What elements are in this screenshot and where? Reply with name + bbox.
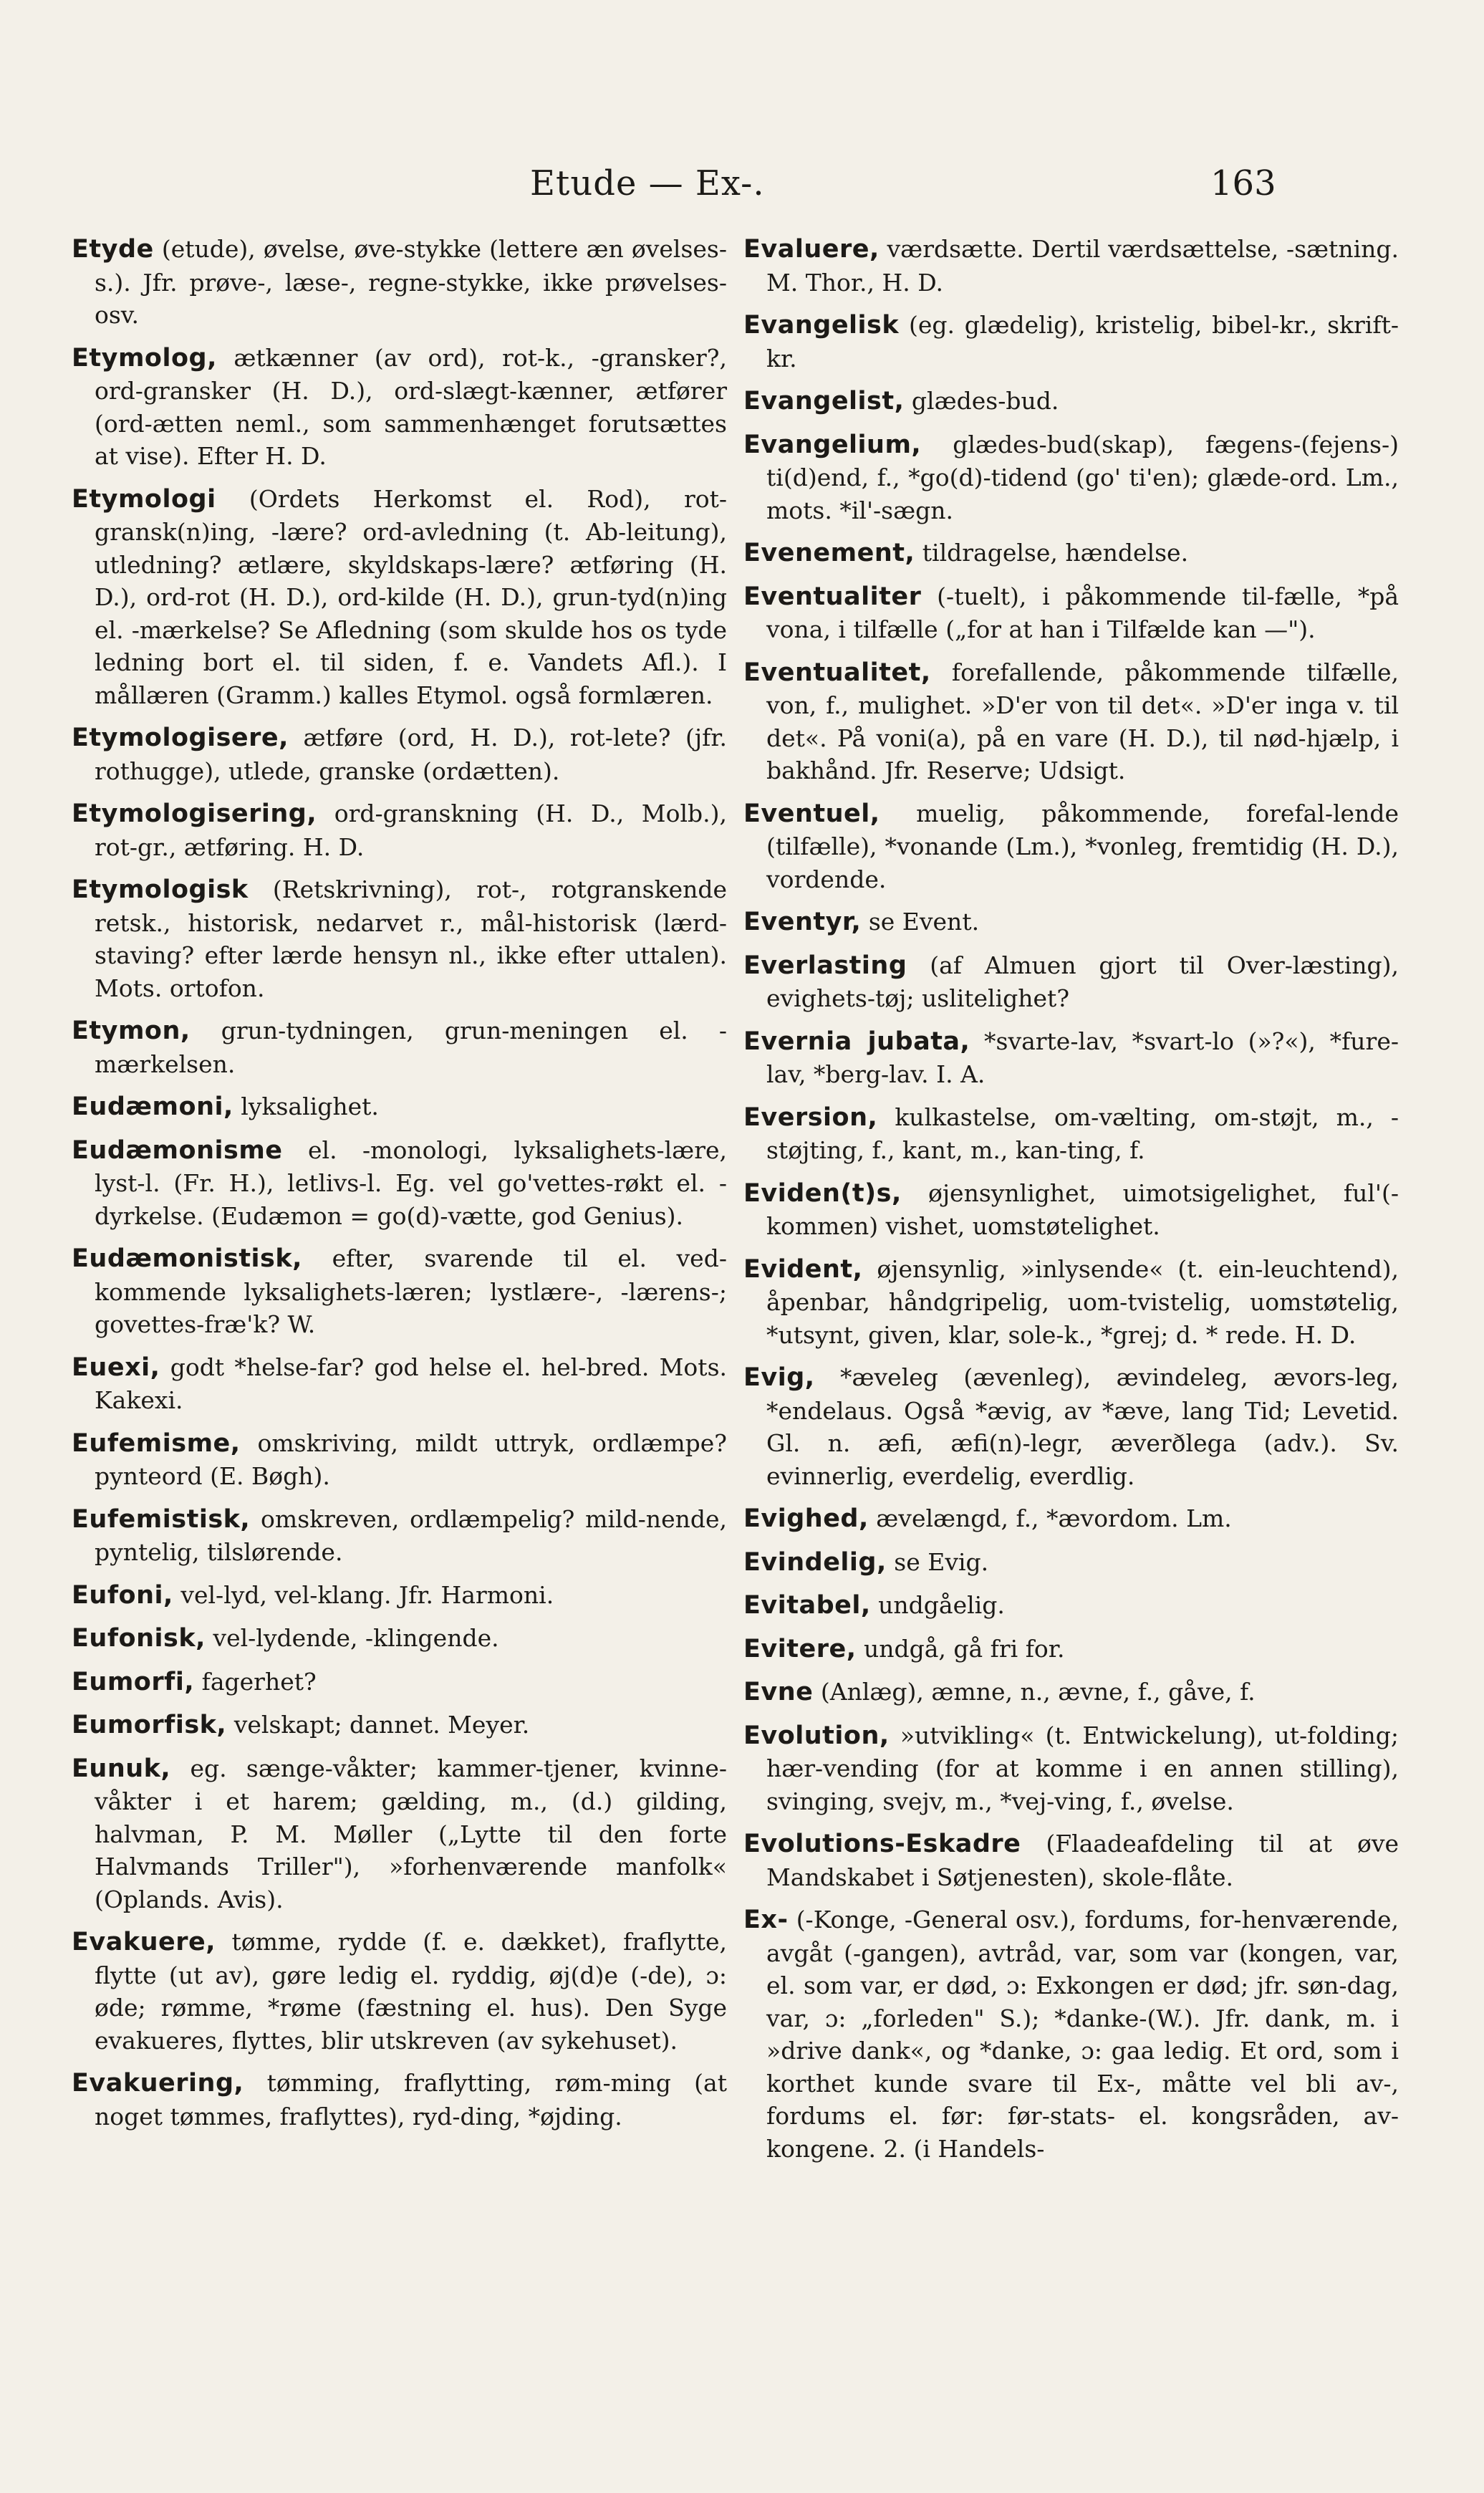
entry-headword: Etymolog, bbox=[72, 343, 217, 373]
dictionary-entry bbox=[743, 1361, 1399, 1492]
entry-headword: Evenement, bbox=[743, 539, 915, 567]
entry-headword: Eventyr, bbox=[743, 908, 862, 936]
dictionary-entry bbox=[743, 949, 1399, 1015]
entry-definition: ord-granskning (H. D., Molb.), rot-gr., ætføring. H. D. bbox=[95, 799, 727, 861]
entry-definition: undgå, gå fri for. bbox=[863, 1634, 1065, 1663]
entry-headword: Eufemistisk, bbox=[72, 1504, 251, 1534]
entry-definition: (-Konge, -General osv.), fordums, for-henværende, avgåt (-gangen), avtråd, var, som var (kongen, var, el. som var, er død, ɔ: Exkongen er død; jfr. søn-dag, var, ɔ: „forleden" S.); *danke-(W.). Jfr. dank, m. i »drive dank«, og *danke, ɔ: gaa ledig. Et ord, som i korthet kunde svare til Ex-, måtte vel bli av-, fordums el. før: før-stats- el. kongsråden, av-kongene. 2. (i Handels- bbox=[766, 1906, 1399, 2163]
dictionary-entry bbox=[72, 1134, 727, 1233]
entry-definition: (-tuelt), i påkommende til-fælle, *på vona, i tilfælle („for at han i Tilfælde kan —"). bbox=[766, 582, 1399, 643]
entry-definition: ætføre (ord, H. D.), rot-lete? (jfr. rothugge), utlede, granske (ordætten). bbox=[95, 724, 727, 785]
dictionary-entry bbox=[743, 906, 1399, 939]
entry-definition: (af Almuen gjort til Over-læsting), evighets-tøj; uslitelighet? bbox=[766, 951, 1399, 1012]
entry-definition: el. -monologi, lyksalighets-lære, lyst-l. (Fr. H.), letlivs-l. Eg. vel go'vettes-røkt el. -dyrkelse. (Eudæmon = go(d)-vætte, god Genius). bbox=[95, 1135, 727, 1230]
entry-headword: Eventuel, bbox=[743, 799, 880, 828]
entry-headword: Evangelium, bbox=[743, 430, 922, 459]
dictionary-entry bbox=[743, 1589, 1399, 1623]
entry-headword: Etymologisk bbox=[72, 875, 249, 904]
entry-headword: Eufonisk, bbox=[72, 1624, 206, 1653]
entry-definition: tildragelse, hændelse. bbox=[922, 539, 1189, 567]
dictionary-entry bbox=[743, 1633, 1399, 1666]
dictionary-entry bbox=[72, 721, 727, 787]
entry-definition: fagerhet? bbox=[201, 1667, 317, 1696]
dictionary-entry bbox=[72, 2067, 727, 2133]
dictionary-entry bbox=[72, 1666, 727, 1699]
entry-definition: undgåelig. bbox=[878, 1591, 1005, 1619]
entry-headword: Eventualitet, bbox=[743, 658, 931, 687]
dictionary-entry bbox=[743, 1177, 1399, 1243]
entry-headword: Evakuere, bbox=[72, 1928, 216, 1956]
entry-headword: Evig, bbox=[743, 1363, 815, 1392]
entry-definition: lyksalighet. bbox=[241, 1092, 379, 1120]
dictionary-entry bbox=[72, 1090, 727, 1124]
dictionary-entry bbox=[743, 580, 1399, 646]
entry-definition: kulkastelse, om-vælting, om-støjt, m., -støjting, f., kant, m., kan-ting, f. bbox=[766, 1103, 1399, 1164]
dictionary-entry bbox=[72, 1014, 727, 1080]
entry-headword: Eudæmonisme bbox=[72, 1135, 283, 1165]
entry-definition: grun-tydningen, grun-meningen el. -mærkelsen. bbox=[95, 1017, 727, 1078]
dictionary-entry bbox=[743, 656, 1399, 787]
entry-headword: Eumorfisk, bbox=[72, 1711, 227, 1739]
entry-headword: Eumorfi, bbox=[72, 1667, 195, 1696]
entry-headword: Euexi, bbox=[72, 1353, 160, 1382]
entry-headword: Evident, bbox=[743, 1254, 863, 1284]
entry-definition: (etude), øvelse, øve-stykke (lettere æn øvelses-s.). Jfr. prøve-, læse-, regne-stykke, ikke prøvelses- osv. bbox=[95, 235, 728, 329]
dictionary-entry bbox=[72, 1709, 727, 1742]
entry-definition: (Anlæg), æmne, n., ævne, f., gåve, f. bbox=[820, 1678, 1256, 1706]
dictionary-entry bbox=[743, 1903, 1399, 2165]
dictionary-entry bbox=[72, 1351, 727, 1417]
entry-headword: Evernia jubata, bbox=[743, 1027, 970, 1056]
entry-definition: tømming, fraflytting, røm-ming (at noget tømmes, fraflyttes), ryd-ding, *øjding. bbox=[95, 2069, 727, 2131]
dictionary-entry bbox=[72, 1503, 727, 1569]
entry-definition: glædes-bud(skap), fægens-(fejens-) ti(d)end, f., *go(d)-tidend (go' ti'en); glæde-ord. Lm., mots. *il'-sægn. bbox=[766, 430, 1399, 524]
entry-headword: Eunuk, bbox=[72, 1754, 171, 1783]
entry-headword: Etymon, bbox=[72, 1017, 191, 1045]
entry-definition: se Event. bbox=[868, 908, 980, 936]
dictionary-entry bbox=[743, 385, 1399, 418]
entry-definition: glædes-bud. bbox=[911, 387, 1059, 415]
entry-definition: (eg. glædelig), kristelig, bibel-kr., skrift-kr. bbox=[766, 311, 1399, 373]
dictionary-entry bbox=[72, 1752, 727, 1916]
page-header bbox=[0, 150, 1484, 215]
running-title: Etude — Ex-. bbox=[530, 163, 765, 203]
dictionary-entry bbox=[72, 483, 727, 712]
entry-definition: værdsætte. Dertil værdsættelse, -sætning. M. Thor., H. D. bbox=[766, 235, 1399, 297]
dictionary-entry bbox=[743, 1827, 1399, 1893]
entry-definition: *svarte-lav, *svart-lo (»?«), *fure-lav, *berg-lav. I. A. bbox=[766, 1027, 1399, 1088]
dictionary-entry bbox=[72, 873, 727, 1004]
entry-headword: Evitabel, bbox=[743, 1591, 871, 1620]
entry-headword: Evitere, bbox=[743, 1634, 857, 1663]
entry-headword: Evindelig, bbox=[743, 1547, 887, 1577]
entry-definition: se Evig. bbox=[894, 1547, 989, 1576]
entry-headword: Eudæmoni, bbox=[72, 1092, 233, 1121]
entry-headword: Etymologisering, bbox=[72, 799, 317, 828]
dictionary-entry bbox=[743, 797, 1399, 896]
dictionary-entry bbox=[72, 342, 727, 473]
entry-headword: Evighed, bbox=[743, 1504, 869, 1533]
left-column bbox=[72, 233, 727, 2143]
dictionary-entry bbox=[72, 1622, 727, 1656]
entry-headword: Etymologi bbox=[72, 484, 216, 514]
entry-headword: Eventualiter bbox=[743, 582, 922, 611]
entry-definition: velskapt; dannet. Meyer. bbox=[233, 1711, 530, 1739]
entry-definition: ætkænner (av ord), rot-k., -gransker?, ord-gransker (H. D.), ord-slægt-kænner, ætfører (ord-ætten neml., som sammenhænget forutsættes at vise). Efter H. D. bbox=[95, 343, 727, 470]
entry-headword: Evakuering, bbox=[72, 2069, 244, 2098]
entry-definition: efter, svarende til el. ved-kommende lyksalighets-læren; lystlære-, -lærens-; govettes-fræ'k? W. bbox=[95, 1244, 727, 1338]
dictionary-entry bbox=[743, 1719, 1399, 1818]
entry-definition: tømme, rydde (f. e. dækket), fraflytte, flytte (ut av), gøre ledig el. ryddig, øj(d)e (-de), ɔ: øde; rømme, *røme (fæstning el. hus). Den Syge evakueres, flyttes, blir utskreven (av sykehuset). bbox=[95, 1928, 727, 2055]
entry-headword: Eufemisme, bbox=[72, 1428, 241, 1458]
entry-definition: (Ordets Herkomst el. Rod), rot-gransk(n)ing, -lære? ord-avledning (t. Ab-leitung), utledning? ætlære, skyldskaps-lære? ætføring (H. D.), ord-rot (H. D.), ord-kilde (H. D.), grun-tyd(n)ing el. -mærkelse? Se Afledning (som skulde hos os tyde ledning bort el. til siden, f. e. Vandets Afl.). I mållæren (Gramm.) kalles Etymol. også formlæren. bbox=[95, 484, 727, 709]
dictionary-entry bbox=[743, 1546, 1399, 1580]
entry-definition: forefallende, påkommende tilfælle, von, f., mulighet. »D'er von til det«. »D'er inga v. til det«. På voni(a), på en vare (H. D.), til nød-hjælp, i bakhånd. Jfr. Reserve; Udsigt. bbox=[766, 658, 1399, 784]
dictionary-entry bbox=[72, 1579, 727, 1613]
entry-headword: Evangelisk bbox=[743, 311, 900, 340]
dictionary-entry bbox=[72, 1427, 727, 1493]
dictionary-entry bbox=[743, 309, 1399, 375]
entry-headword: Eviden(t)s, bbox=[743, 1178, 902, 1208]
entry-definition: (Retskrivning), rot-, rotgranskende retsk., historisk, nedarvet r., mål-historisk (lærd-staving? efter lærde hensyn nl., ikke efter uttalen). Mots. ortofon. bbox=[95, 875, 727, 1002]
dictionary-entry bbox=[743, 428, 1399, 527]
dictionary-entry bbox=[743, 1101, 1399, 1167]
dictionary-entry bbox=[743, 1676, 1399, 1709]
entry-definition: øjensynlig, »inlysende« (t. ein-leuchtend), åpenbar, håndgripelig, uom-tvistelig, uomstøtelig, *utsynt, given, klar, sole-k., *grej; d. * rede. H. D. bbox=[766, 1254, 1399, 1349]
dictionary-entry bbox=[743, 233, 1399, 299]
entry-headword: Evolution, bbox=[743, 1721, 890, 1750]
dictionary-entry bbox=[743, 537, 1399, 570]
dictionary-entry bbox=[72, 797, 727, 863]
entry-headword: Evangelist, bbox=[743, 387, 905, 416]
entry-headword: Eversion, bbox=[743, 1103, 878, 1132]
entry-headword: Evne bbox=[743, 1678, 814, 1706]
entry-headword: Eufoni, bbox=[72, 1580, 173, 1610]
entry-headword: Evaluere, bbox=[743, 235, 880, 264]
entry-definition: (Flaadeafdeling til at øve Mandskabet i Søtjenesten), skole-flåte. bbox=[766, 1830, 1399, 1891]
entry-definition: »utvikling« (t. Entwickelung), ut-folding; hær-vending (for at komme i en annen stilling), svinging, svejv, m., *vej-ving, f., øvelse. bbox=[766, 1721, 1399, 1815]
entry-headword: Eudæmonistisk, bbox=[72, 1244, 302, 1273]
entry-definition: omskriving, mildt uttryk, ordlæmpe? pynteord (E. Bøgh). bbox=[95, 1428, 727, 1490]
dictionary-entry bbox=[72, 1926, 727, 2057]
entry-definition: vel-lydende, -klingende. bbox=[213, 1624, 499, 1652]
dictionary-entry bbox=[743, 1253, 1399, 1352]
entry-definition: eg. sænge-våkter; kammer-tjener, kvinne-våkter i et harem; gælding, m., (d.) gilding, halvman, P. M. Møller („Lytte til den forte Halvmands Triller"), »forhenværende manfolk« (Oplands. Avis). bbox=[95, 1754, 728, 1913]
dictionary-entry bbox=[743, 1502, 1399, 1536]
dictionary-entry bbox=[72, 1242, 727, 1341]
entry-headword: Everlasting bbox=[743, 951, 907, 980]
right-column bbox=[743, 233, 1399, 2175]
entry-definition: vel-lyd, vel-klang. Jfr. Harmoni. bbox=[180, 1580, 554, 1609]
entry-headword: Etyde bbox=[72, 235, 154, 264]
dictionary-entry bbox=[72, 233, 727, 332]
entry-definition: øjensynlighet, uimotsigelighet, ful'(-kommen) vishet, uomstøtelighet. bbox=[766, 1178, 1399, 1240]
entry-headword: Evolutions-Eskadre bbox=[743, 1830, 1021, 1858]
entry-headword: Ex- bbox=[743, 1906, 789, 1934]
entry-definition: godt *helse-far? god helse el. hel-bred. Mots. Kakexi. bbox=[95, 1353, 727, 1414]
page-number: 163 bbox=[1210, 163, 1276, 203]
entry-definition: *æveleg (ævenleg), ævindeleg, ævors-leg, *endelaus. Også *ævig, av *æve, lang Tid; Levetid. Gl. n. æfi, æfi(n)-legr, æverðlega (adv.). Sv. evinnerlig, everdelig, everdlig. bbox=[766, 1363, 1399, 1490]
entry-definition: ævelængd, f., *ævordom. Lm. bbox=[876, 1504, 1232, 1532]
entry-headword: Etymologisere, bbox=[72, 724, 289, 752]
entry-definition: omskreven, ordlæmpelig? mild-nende, pyntelig, tilslørende. bbox=[95, 1504, 727, 1566]
dictionary-entry bbox=[743, 1025, 1399, 1091]
entry-definition: muelig, påkommende, forefal-lende (tilfælle), *vonande (Lm.), *vonleg, fremtidig (H. D.), vordende. bbox=[766, 799, 1399, 893]
